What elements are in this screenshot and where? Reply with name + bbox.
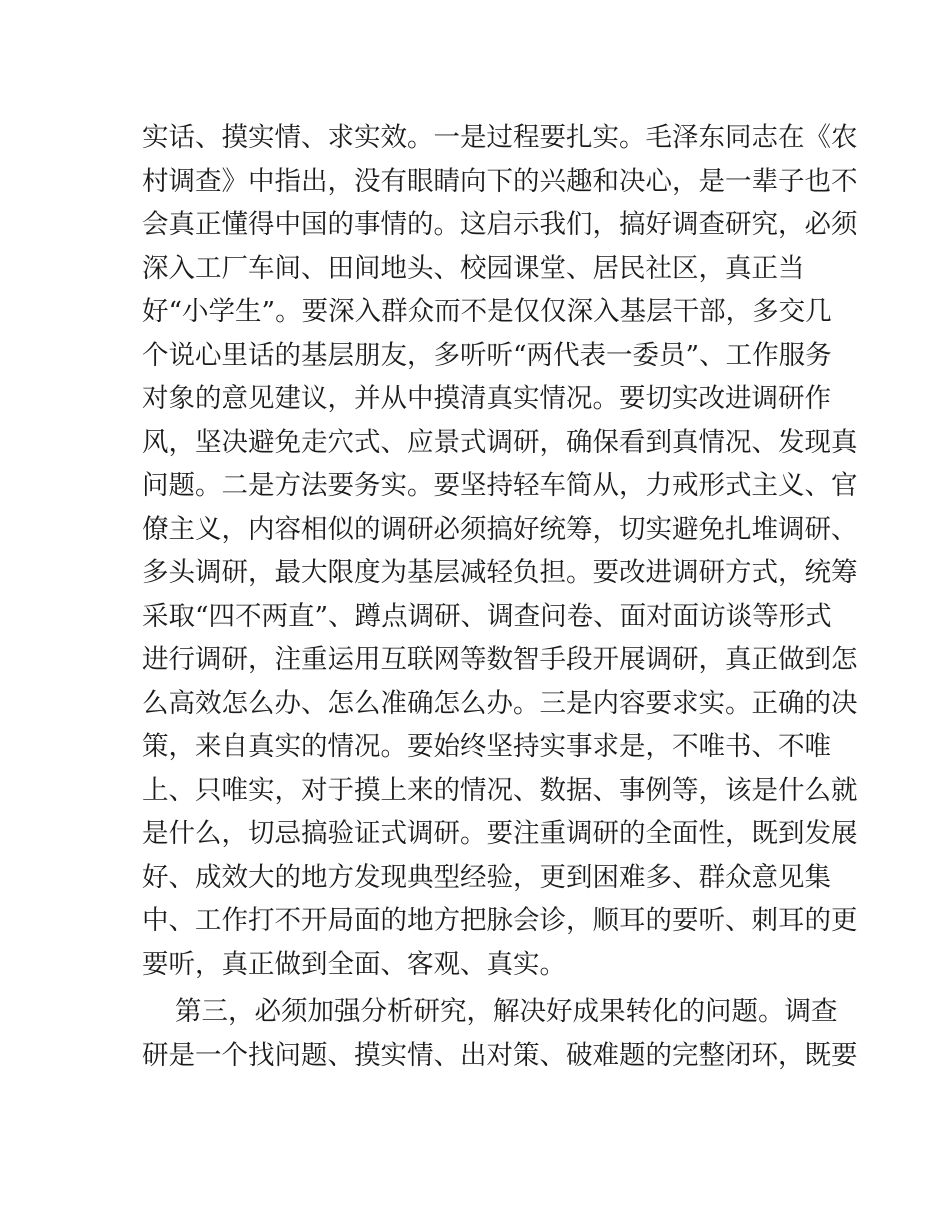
paragraph-first-line: 第三，必须加强分析研究，解决好成果转化的问题。调查 [175,996,838,1027]
text-line: 要听，真正做到全面、客观、真实。 [142,948,566,980]
text-line: 好“小学生”。要深入群众而不是仅仅深入基层干部，多交几 [142,296,832,327]
text-line: 村调查》中指出，没有眼睛向下的兴趣和决心，是一辈子也不 [142,165,858,197]
text-line: 采取“四不两直”、蹲点调研、调查问卷、面对面访谈等形式 [142,600,832,632]
text-line: 多头调研，最大限度为基层减轻负担。要改进调研方式，统筹 [142,557,858,588]
text-line: 好、成效大的地方发现典型经验，更到困难多、群众意见集 [142,861,831,893]
text-line: 问题。二是方法要务实。要坚持轻车简从，力戒形式主义、官 [142,470,858,501]
text-line: 策，来自真实的情况。要始终坚持实事求是，不唯书、不唯 [142,731,831,762]
text-line: 深入工厂车间、田间地头、校园课堂、居民社区，真正当 [142,252,805,284]
text-line: 对象的意见建议，并从中摸清真实情况。要切实改进调研作 [142,383,831,414]
text-line: 是什么，切忌搞验证式调研。要注重调研的全面性，既到发展 [142,818,858,849]
text-line: 研是一个找问题、摸实情、出对策、破难题的完整闭环，既要 [142,1039,858,1071]
text-line: 么高效怎么办、怎么准确怎么办。三是内容要求实。正确的决 [142,687,858,719]
text-line: 会真正懂得中国的事情的。这启示我们，搞好调查研究，必须 [142,209,858,240]
text-line: 风，坚决避免走穴式、应景式调研，确保看到真情况、发现真 [142,426,858,458]
text-line: 僚主义，内容相似的调研必须搞好统筹，切实避免扎堆调研、 [142,513,858,545]
text-line: 进行调研，注重运用互联网等数智手段开展调研，真正做到怎 [142,644,858,675]
text-line: 实话、摸实情、求实效。一是过程要扎实。毛泽东同志在《农 [142,122,858,153]
text-line: 个说心里话的基层朋友，多听听“两代表一委员”、工作服务 [142,339,832,371]
text-line: 上、只唯实，对于摸上来的情况、数据、事例等，该是什么就 [142,774,858,806]
text-line: 中、工作打不开局面的地方把脉会诊，顺耳的要听、刺耳的更 [142,905,858,936]
